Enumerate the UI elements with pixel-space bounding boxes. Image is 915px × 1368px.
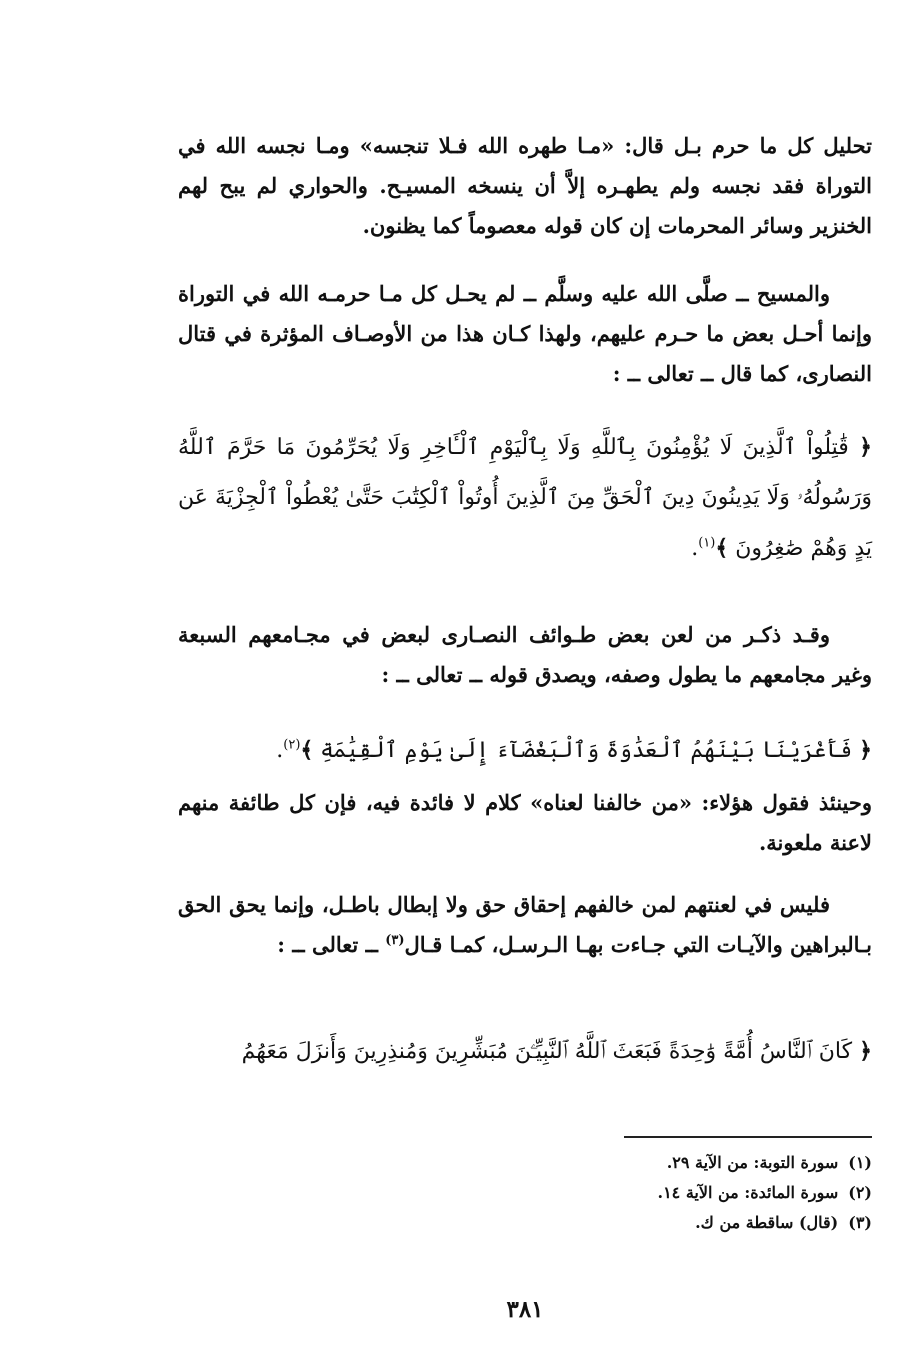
footnote-ref-3: (٣) (385, 933, 405, 948)
paragraph-5-end: ــ تعالى ــ : (277, 932, 378, 957)
quran-verse-2-text: فَأَغْرَيْنَا بَيْنَهُمُ ٱلْعَدَٰوَةَ وَٱلْبَغْضَآءَ إِلَىٰ يَوْمِ ٱلْقِيَٰمَةِ (320, 738, 853, 763)
footnotes (178, 1148, 872, 1238)
quran-open-bracket: ﴿ (859, 737, 872, 763)
quran-close-bracket: ﴾ (715, 535, 729, 561)
footnote-1 (178, 1148, 872, 1178)
footnote-number: (٢) (848, 1183, 872, 1202)
paragraph-4: وحينئذ فقول هؤلاء: «من خالفنا لعناه» كلام لا فائدة فيه، فإن كل طائفة منهم لاعنة ملعونة. (178, 790, 872, 855)
footnote-2 (178, 1178, 872, 1208)
quran-close-bracket: ﴾ (300, 737, 314, 763)
quran-verse-3-text: كَانَ ٱلنَّاسُ أُمَّةً وَٰحِدَةً فَبَعَثَ ٱللَّهُ ٱلنَّبِيِّـۧنَ مُبَشِّرِينَ وَمُنذِرِينَ وَأَنزَلَ مَعَهُمُ (241, 1039, 853, 1064)
footnote-divider (624, 1136, 872, 1138)
footnote-3 (178, 1208, 872, 1238)
book-page (178, 118, 872, 1323)
footnote-text: (قال) ساقطة من ك. (695, 1213, 839, 1232)
paragraph-5 (178, 885, 872, 965)
quran-verse-3 (178, 1026, 872, 1077)
footnote-number: (٣) (848, 1213, 872, 1232)
footnote-text: سورة المائدة: من الآية ١٤. (657, 1183, 839, 1202)
paragraph-2: والمسيح ــ صلَّى الله عليه وسلَّم ــ لم يحـل كل مـا حرمـه الله في التوراة وإنما أحـل بعض ما حـرم عليهم، ولهذا كـان هذا من الأوصـاف المؤثرة في قتال النصارى، كما قال ــ تعالى ــ : (178, 281, 872, 386)
footnote-ref-2: (٢) (283, 737, 301, 753)
quran-verse-2: ﴿ فَأَغْرَيْنَا بَيْنَهُمُ ٱلْعَدَٰوَةَ وَٱلْبَغْضَآءَ إِلَىٰ يَوْمِ ٱلْقِيَٰمَةِ ﴾$^{(٢)}$. (276, 737, 872, 763)
footnote-ref-1: (١) (698, 535, 716, 551)
footnote-text: سورة التوبة: من الآية ٢٩. (666, 1153, 839, 1172)
page-number: ٣٨١ (506, 1296, 544, 1323)
paragraph-1: تحليل كل ما حرم بـل قال: «مـا طهره الله فـلا تنجسه» ومـا نجسه الله في التوراة فقد نجسه ولم يطهـره إلاَّ أن ينسخه المسيـح. والحواري لم يبح لهم الخنزير وسائر المحرمات إن كان قوله معصوماً كما يظنون. (178, 133, 872, 238)
quran-verse-1: ﴿ قَٰتِلُواْ ٱلَّذِينَ لَا يُؤْمِنُونَ بِٱللَّهِ وَلَا بِٱلْيَوْمِ ٱلْـَٔاخِرِ وَلَا يُحَرِّمُونَ مَا حَرَّمَ ٱللَّهُ وَرَسُولُهُۥ وَلَا يَدِينُونَ دِينَ ٱلْحَقِّ مِنَ ٱلَّذِينَ أُوتُواْ ٱلْكِتَٰبَ حَتَّىٰ يُعْطُواْ ٱلْجِزْيَةَ عَن يَدٍ وَهُمْ صَٰغِرُونَ ﴾$^{(١)}$. (178, 434, 872, 561)
quran-open-bracket: ﴿ (859, 1038, 872, 1064)
paragraph-3: وقـد ذكـر من لعن بعض طـوائف النصـارى لبعض في مجـامعهم السبعة وغير مجامعهم ما يطول وصفه، ويصدق قوله ــ تعالى ــ : (178, 622, 872, 687)
paragraph-5-text: فليس في لعنتهم لمن خالفهم إحقاق حق ولا إبطال باطـل، وإنما يحق الحق بـالبراهين والآيـات التي جـاءت بهـا الـرسـل، كمـا قـال (178, 892, 872, 957)
quran-verse-1-text: قَٰتِلُواْ ٱلَّذِينَ لَا يُؤْمِنُونَ بِٱللَّهِ وَلَا بِٱلْيَوْمِ ٱلْـَٔاخِرِ وَلَا يُحَرِّمُونَ مَا حَرَّمَ ٱللَّهُ وَرَسُولُهُۥ وَلَا يَدِينُونَ دِينَ ٱلْحَقِّ مِنَ ٱلَّذِينَ أُوتُواْ ٱلْكِتَٰبَ حَتَّىٰ يُعْطُواْ ٱلْجِزْيَةَ عَن يَدٍ وَهُمْ صَٰغِرُونَ (178, 435, 872, 561)
footnote-number: (١) (848, 1153, 872, 1172)
quran-open-bracket: ﴿ (859, 434, 872, 460)
